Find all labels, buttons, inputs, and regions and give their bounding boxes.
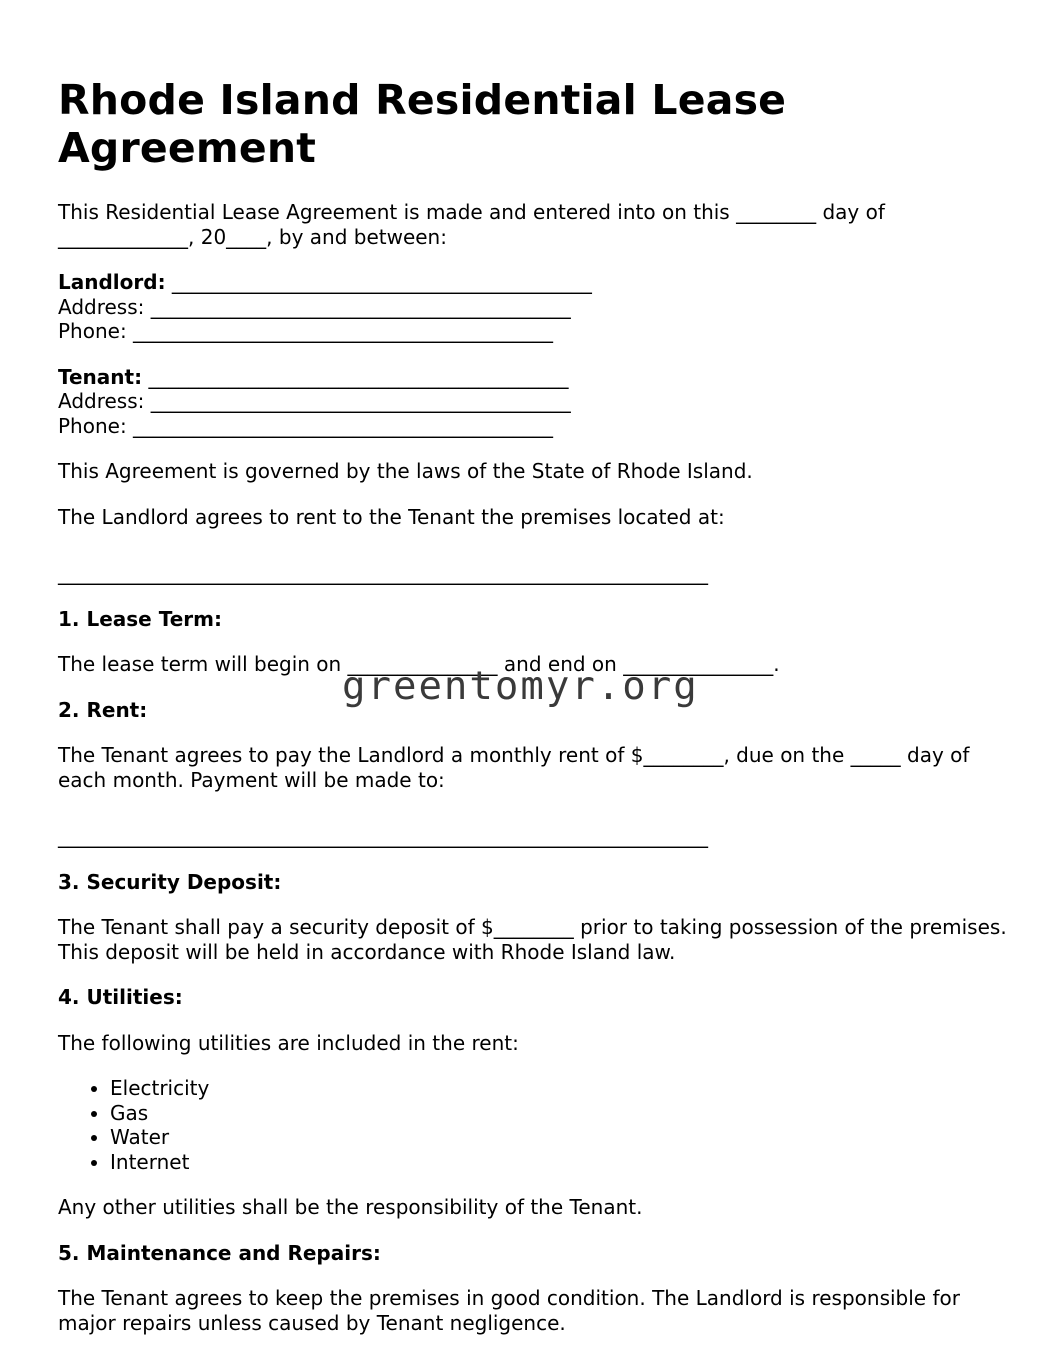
utilities-outro-text: Any other utilities shall be the responsibility of the Tenant. — [58, 1195, 643, 1219]
intro-paragraph: This Residential Lease Agreement is made and entered into on this ________ day of _____________, 20____, by and between: — [58, 200, 885, 249]
maintenance-text: The Tenant agrees to keep the premises in good condition. The Landlord is responsible for major repairs unless caused by Tenant negligence. — [58, 1286, 960, 1335]
utilities-intro-text: The following utilities are included in the rent: — [58, 1030, 519, 1055]
utilities-list — [58, 1076, 1008, 1174]
watermark-text: greentomyr.org — [342, 664, 699, 709]
rent-heading: 2. Rent: — [58, 697, 148, 722]
tenant-name-line — [58, 365, 1008, 390]
document-title: Rhode Island Residential Lease Agreement — [58, 76, 787, 172]
utility-item-electricity: • Electricity — [110, 1076, 1008, 1101]
utility-item-internet: • Internet — [110, 1150, 1008, 1175]
security-deposit-heading: 3. Security Deposit: — [58, 869, 282, 894]
utility-item-gas: • Gas — [110, 1101, 1008, 1126]
tenant-label: Tenant: — [58, 364, 143, 389]
tenant-block — [58, 365, 1008, 439]
premises-blank-line: _________________________________________________________________ — [58, 561, 708, 585]
governing-law-text: This Agreement is governed by the laws of the State of Rhode Island. — [58, 459, 753, 483]
landlord-phone-line: Phone: __________________________________________ — [58, 319, 554, 343]
lease-term-text: The lease term will begin on _______________ and end on _______________. — [58, 652, 780, 676]
lease-term-heading: 1. Lease Term: — [58, 606, 222, 631]
security-deposit-text: The Tenant shall pay a security deposit of $________ prior to taking possession of the premises. This deposit will be held in accordance with Rhode Island law. — [58, 915, 1007, 964]
premises-intro-text: The Landlord agrees to rent to the Tenant the premises located at: — [58, 504, 725, 529]
tenant-address-line: Address: __________________________________________ — [58, 389, 571, 413]
tenant-phone-line: Phone: __________________________________________ — [58, 413, 554, 438]
utility-item-water: • Water — [110, 1125, 1008, 1150]
maintenance-heading: 5. Maintenance and Repairs: — [58, 1240, 381, 1265]
tenant-name-blank: __________________________________________ — [142, 364, 569, 389]
landlord-address-line: Address: __________________________________________ — [58, 294, 571, 319]
landlord-name-line — [58, 270, 1008, 295]
rent-payee-blank-line: _________________________________________________________________ — [58, 824, 708, 848]
landlord-block — [58, 270, 1008, 344]
landlord-name-blank: __________________________________________ — [165, 270, 592, 294]
utilities-heading: 4. Utilities: — [58, 985, 183, 1009]
landlord-label: Landlord: — [58, 270, 166, 294]
rent-text: The Tenant agrees to pay the Landlord a monthly rent of $________, due on the _____ day of each month. Payment will be made to: — [58, 743, 970, 792]
